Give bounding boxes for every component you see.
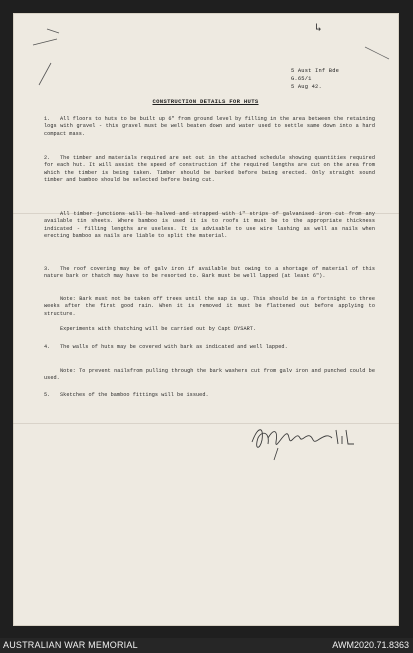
- handwritten-signature: [248, 420, 358, 462]
- pencil-scribble: [27, 23, 67, 93]
- document-title: CONSTRUCTION DETAILS FOR HUTS: [152, 98, 259, 105]
- footer-bar: [0, 638, 413, 653]
- paragraph: 4. The walls of huts may be covered with bark as indicated and well lapped.: [44, 344, 288, 350]
- paragraph: All timber junctions will be halved and strapped with 1" strips of galvanised iron cut from any available tin sheets. Where bamboo is used it is to roofs it must be to the appropriate thickness indicated - filling lengths are useless. It is advisable to use wire lashing as well as nails when erecting bamboo as nails are liable to split the material.: [44, 211, 375, 239]
- paragraph: 2. The timber and materials required are set out in the attached schedule showing quantities required for each hut. It will assist the speed of construction if the required lengths are cut on the area from which the timber is being taken. Timber should be barked before being erected. Only straight sound timber and bamboo should be selected before being cut.: [44, 155, 375, 183]
- paragraph: Note: Bark must not be taken off trees until the sap is up. This should be in a fortnight to three weeks after the first good rain. When it is removed it must be flattened out before applying to structure.: [44, 296, 375, 317]
- pencil-scribble: [363, 43, 393, 63]
- paragraph: Experiments with thatching will be carried out by Capt DYSART.: [60, 326, 257, 332]
- footer-accession-number: AWM2020.71.8363: [332, 640, 409, 650]
- pencil-mark: ↳: [315, 23, 322, 35]
- footer-source: AUSTRALIAN WAR MEMORIAL: [3, 640, 138, 650]
- header-ref: G.65/1: [291, 76, 312, 82]
- header-unit: 5 Aust Inf Bde: [291, 68, 340, 74]
- paragraph: 1. All floors to huts to be built up 6" from ground level by filling in the area between the retaining logs with gravel - this gravel must be well beaten down and water used to settle same down into a hard compact mass.: [44, 116, 375, 137]
- paragraph: Note: To prevent nailsfrom pulling through the bark washers cut from galv iron and punched could be used.: [44, 368, 375, 382]
- header-date: 5 Aug 42.: [291, 84, 322, 90]
- paragraph: 3. The roof covering may be of galv iron if available but owing to a shortage of material of this nature bark or thatch may have to be resorted to. Bark must be well lapped (at least 6").: [44, 266, 375, 280]
- paragraph: 5. Sketches of the bamboo fittings will be issued.: [44, 392, 209, 398]
